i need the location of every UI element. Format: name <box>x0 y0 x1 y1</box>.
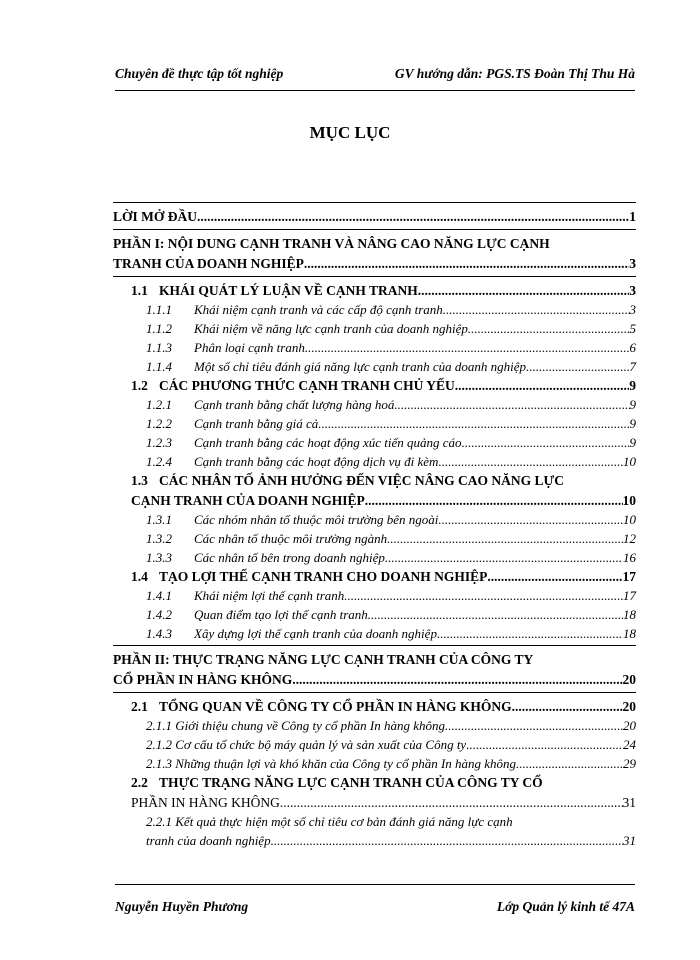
toc-entry-part1[interactable]: TRANH CỦA DOANH NGHIỆP ..... 3 <box>113 254 636 274</box>
footer-left: Nguyễn Huyền Phương <box>115 899 249 914</box>
toc-separator <box>113 202 636 203</box>
toc-entry-1-1[interactable]: 1.1 KHÁI QUÁT LÝ LUẬN VỀ CẠNH TRANH ..... 3 <box>113 281 636 300</box>
page-footer <box>115 899 635 915</box>
toc-entry-2-1-2[interactable]: 2.1.2 Cơ cấu tổ chức bộ máy quản lý và sản xuất của Công ty ..... 24 <box>113 735 636 754</box>
toc-entry-1-1-1[interactable]: 1.1.1 Khái niệm cạnh tranh và các cấp độ cạnh tranh ..... 3 <box>113 300 636 319</box>
header-right: GV hướng dẫn: PGS.TS Đoàn Thị Thu Hà <box>394 66 635 81</box>
toc-entry-part2[interactable]: CỔ PHẦN IN HÀNG KHÔNG ..... 20 <box>113 670 636 690</box>
footer-right: Lớp Quản lý kinh tế 47A <box>496 899 635 914</box>
toc-entry-2-2-line1[interactable]: 2.2 THỰC TRẠNG NĂNG LỰC CẠNH TRANH CỦA CÔNG TY CỔ <box>131 775 543 790</box>
table-of-contents <box>113 200 636 850</box>
toc-separator <box>113 276 636 277</box>
toc-entry-1-3-1[interactable]: 1.3.1 Các nhóm nhân tố thuộc môi trường bên ngoài ..... 10 <box>113 510 636 529</box>
toc-entry-2-2-1[interactable]: tranh của doanh nghiệp ..... 31 <box>113 831 636 850</box>
toc-entry-part1-line1[interactable]: PHẦN I: NỘI DUNG CẠNH TRANH VÀ NÂNG CAO NĂNG LỰC CẠNH <box>113 236 550 251</box>
toc-entry-1-3-2[interactable]: 1.3.2 Các nhân tố thuộc môi trường ngành ..... 12 <box>113 529 636 548</box>
toc-entry-1-2-3[interactable]: 1.2.3 Cạnh tranh bằng các hoạt động xúc tiến quảng cáo ..... 9 <box>113 433 636 452</box>
toc-entry-1-3[interactable]: CẠNH TRANH CỦA DOANH NGHIỆP ..... 10 <box>113 491 636 510</box>
toc-entry-1-2-2[interactable]: 1.2.2 Cạnh tranh bằng giá cả ..... 9 <box>113 414 636 433</box>
toc-entry-1-1-3[interactable]: 1.1.3 Phân loại cạnh tranh ..... 6 <box>113 338 636 357</box>
toc-entry-1-1-2[interactable]: 1.1.2 Khái niệm về năng lực cạnh tranh của doanh nghiệp ..... 5 <box>113 319 636 338</box>
toc-entry-1-2-4[interactable]: 1.2.4 Cạnh tranh bằng các hoạt động dịch vụ đi kèm ..... 10 <box>113 452 636 471</box>
toc-entry-1-3-line1[interactable]: 1.3 CÁC NHÂN TỐ ẢNH HƯỞNG ĐẾN VIỆC NÂNG CAO NĂNG LỰC <box>131 473 565 488</box>
toc-separator <box>113 692 636 693</box>
toc-separator <box>113 229 636 230</box>
header-left: Chuyên đề thực tập tốt nghiệp <box>115 66 284 81</box>
toc-entry-1-4-2[interactable]: 1.4.2 Quan điểm tạo lợi thế cạnh tranh ..... 18 <box>113 605 636 624</box>
toc-entry-part2-line1[interactable]: PHẦN II: THỰC TRẠNG NĂNG LỰC CẠNH TRANH CỦA CÔNG TY <box>113 652 534 667</box>
footer-rule <box>115 884 635 885</box>
toc-entry-2-1-3[interactable]: 2.1.3 Những thuận lợi và khó khăn của Công ty cổ phần In hàng không ..... 29 <box>113 754 636 773</box>
toc-entry-intro[interactable]: LỜI MỞ ĐẦU ..... 1 <box>113 207 636 227</box>
page-header <box>115 66 635 82</box>
toc-entry-1-1-4[interactable]: 1.1.4 Một số chỉ tiêu đánh giá năng lực cạnh tranh của doanh nghiệp ..... 7 <box>113 357 636 376</box>
toc-entry-2-2[interactable]: PHẦN IN HÀNG KHÔNG ..... 31 <box>113 793 636 812</box>
toc-entry-2-2-1-line1[interactable]: 2.2.1 Kết quả thực hiện một số chỉ tiêu cơ bản đánh giá năng lực cạnh <box>146 814 513 829</box>
toc-entry-1-4-1[interactable]: 1.4.1 Khái niệm lợi thế cạnh tranh ..... 17 <box>113 586 636 605</box>
header-rule <box>115 90 635 91</box>
toc-entry-1-4-3[interactable]: 1.4.3 Xây dựng lợi thế cạnh tranh của doanh nghiệp ..... 18 <box>113 624 636 643</box>
toc-separator <box>113 645 636 646</box>
toc-entry-2-1[interactable]: 2.1 TỔNG QUAN VỀ CÔNG TY CỔ PHẦN IN HÀNG KHÔNG ..... 20 <box>113 697 636 716</box>
toc-entry-1-4[interactable]: 1.4 TẠO LỢI THẾ CẠNH TRANH CHO DOANH NGHIỆP ..... 17 <box>113 567 636 586</box>
toc-entry-2-1-1[interactable]: 2.1.1 Giới thiệu chung về Công ty cổ phần In hàng không ..... 20 <box>113 716 636 735</box>
toc-entry-1-3-3[interactable]: 1.3.3 Các nhân tố bên trong doanh nghiệp ..... 16 <box>113 548 636 567</box>
page-title: MỤC LỤC <box>309 123 391 142</box>
toc-entry-1-2[interactable]: 1.2 CÁC PHƯƠNG THỨC CẠNH TRANH CHỦ YẾU ..... 9 <box>113 376 636 395</box>
toc-entry-1-2-1[interactable]: 1.2.1 Cạnh tranh bằng chất lượng hàng hoá ..... 9 <box>113 395 636 414</box>
